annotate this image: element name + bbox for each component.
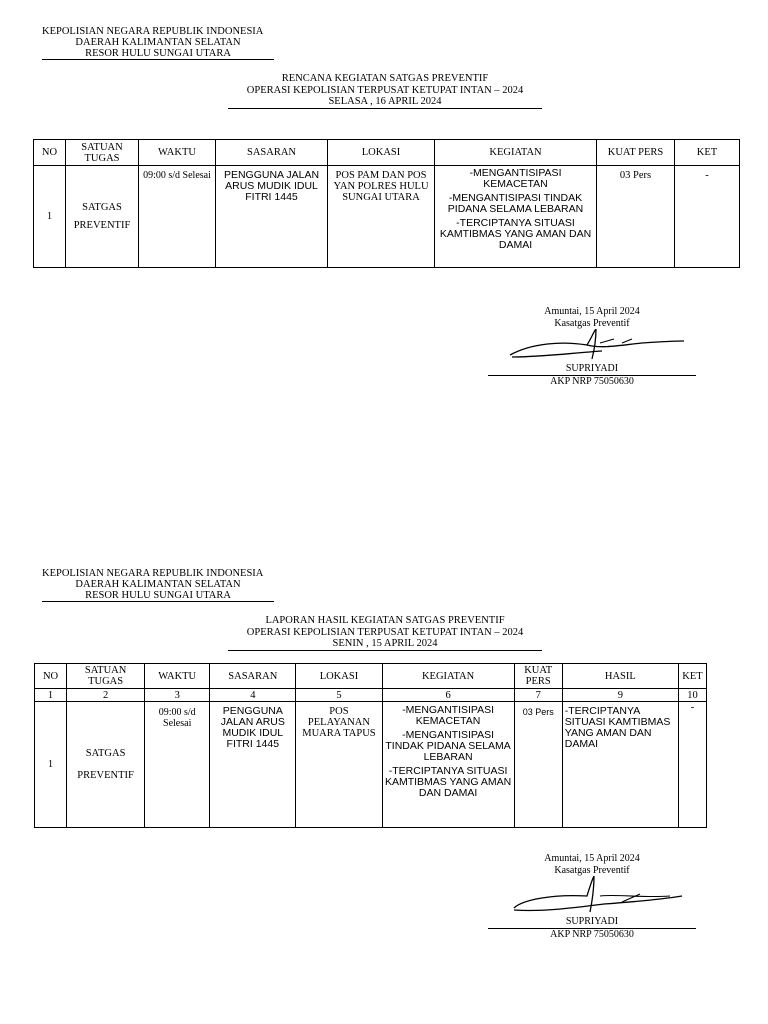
col-kuat-pers: KUAT PERS [597, 140, 675, 166]
cell-hasil: -TERCIPTANYA SITUASI KAMTIBMAS YANG AMAN DAN DAMAI [562, 702, 678, 828]
cell-satuan: SATGAS PREVENTIF [66, 166, 139, 268]
col-no: NO [34, 140, 66, 166]
col-waktu: WAKTU [145, 664, 210, 689]
letterhead-line1: KEPOLISIAN NEGARA REPUBLIK INDONESIA [42, 26, 264, 37]
cell-lokasi: POS PELAYANAN MUARA TAPUS [296, 702, 382, 828]
cell-no: 1 [35, 702, 67, 828]
col-number: 9 [562, 689, 678, 702]
cell-kegiatan [435, 166, 597, 268]
col-number: 2 [67, 689, 145, 702]
signature-name: SUPRIYADI [565, 363, 619, 374]
report-title-line2: OPERASI KEPOLISIAN TERPUSAT KETUPAT INTAN – 2024 [246, 626, 524, 638]
plan-title [228, 73, 542, 109]
col-sasaran: SASARAN [216, 140, 328, 166]
letterhead [42, 26, 274, 60]
signature-role: Kasatgas Preventif [554, 864, 630, 876]
cell-no: 1 [34, 166, 66, 268]
col-satuan-tugas: SATUAN TUGAS [66, 140, 139, 166]
report-title-line1: LAPORAN HASIL KEGIATAN SATGAS PREVENTIF [265, 615, 505, 626]
col-number: 6 [382, 689, 514, 702]
col-sasaran: SASARAN [210, 664, 296, 689]
letterhead-line3: RESOR HULU SUNGAI UTARA [42, 590, 274, 602]
col-no: NO [35, 664, 67, 689]
col-number: 10 [678, 689, 706, 702]
signature-rank: AKP NRP 75050630 [488, 928, 696, 941]
report-number-row [35, 689, 707, 702]
cell-ket: - [675, 166, 740, 268]
col-number: 5 [296, 689, 382, 702]
col-waktu: WAKTU [139, 140, 216, 166]
signature-name: SUPRIYADI [565, 916, 619, 927]
cell-sasaran: PENGGUNA JALAN ARUS MUDIK IDUL FITRI 1445 [210, 702, 296, 828]
letterhead [42, 568, 274, 602]
plan-table [33, 139, 740, 268]
signature-block [488, 306, 696, 387]
signature-place-date: Amuntai, 15 April 2024 [544, 853, 640, 864]
handwritten-signature [492, 876, 692, 916]
signature-role: Kasatgas Preventif [554, 317, 630, 329]
cell-kuat: 03 Pers [597, 166, 675, 268]
cell-kegiatan [382, 702, 514, 828]
plan-title-line1: RENCANA KEGIATAN SATGAS PREVENTIF [281, 73, 489, 84]
cell-sasaran: PENGGUNA JALAN ARUS MUDIK IDUL FITRI 1445 [216, 166, 328, 268]
col-number: 7 [514, 689, 562, 702]
report-table [34, 663, 707, 828]
table-row [34, 166, 740, 268]
plan-title-line3: SELASA , 16 APRIL 2024 [228, 96, 542, 109]
signature-place-date: Amuntai, 15 April 2024 [544, 306, 640, 317]
col-ket: KET [678, 664, 706, 689]
letterhead-line1: KEPOLISIAN NEGARA REPUBLIK INDONESIA [42, 568, 264, 579]
col-lokasi: LOKASI [296, 664, 382, 689]
cell-kuat: 03 Pers [514, 702, 562, 828]
col-number: 1 [35, 689, 67, 702]
col-kuat-pers: KUAT PERS [514, 664, 562, 689]
plan-header-row [34, 140, 740, 166]
col-kegiatan: KEGIATAN [382, 664, 514, 689]
report-title [228, 615, 542, 651]
kegiatan-item: -MENGANTISIPASI KEMACETAN [402, 704, 495, 727]
col-kegiatan: KEGIATAN [435, 140, 597, 166]
kegiatan-item: -MENGANTISIPASI KEMACETAN [469, 167, 562, 190]
col-lokasi: LOKASI [328, 140, 435, 166]
cell-waktu: 09:00 s/d Selesai [145, 702, 210, 828]
col-number: 4 [210, 689, 296, 702]
col-ket: KET [675, 140, 740, 166]
cell-waktu: 09:00 s/d Selesai [139, 166, 216, 268]
col-satuan-tugas: SATUAN TUGAS [67, 664, 145, 689]
report-header-row [35, 664, 707, 689]
plan-title-line2: OPERASI KEPOLISIAN TERPUSAT KETUPAT INTAN – 2024 [246, 84, 524, 96]
handwritten-signature [492, 329, 692, 363]
signature-rank: AKP NRP 75050630 [488, 375, 696, 388]
letterhead-line2: DAERAH KALIMANTAN SELATAN [75, 579, 241, 590]
cell-satuan: SATGAS PREVENTIF [67, 702, 145, 828]
cell-lokasi: POS PAM DAN POS YAN POLRES HULU SUNGAI UTARA [328, 166, 435, 268]
letterhead-line2: DAERAH KALIMANTAN SELATAN [75, 37, 241, 48]
letterhead-line3: RESOR HULU SUNGAI UTARA [42, 48, 274, 60]
cell-ket: - [678, 702, 706, 828]
col-hasil: HASIL [562, 664, 678, 689]
kegiatan-item: -MENGANTISIPASI TINDAK PIDANA SELAMA LEBARAN [447, 192, 584, 215]
kegiatan-item: -TERCIPTANYA SITUASI KAMTIBMAS YANG AMAN DAN DAMAI [384, 765, 512, 799]
report-title-line3: SENIN , 15 APRIL 2024 [228, 638, 542, 651]
table-row [35, 702, 707, 828]
kegiatan-item: -MENGANTISIPASI TINDAK PIDANA SELAMA LEBARAN [385, 729, 511, 763]
kegiatan-item: -TERCIPTANYA SITUASI KAMTIBMAS YANG AMAN DAN DAMAI [439, 217, 592, 251]
signature-block [488, 853, 696, 940]
col-number: 3 [145, 689, 210, 702]
